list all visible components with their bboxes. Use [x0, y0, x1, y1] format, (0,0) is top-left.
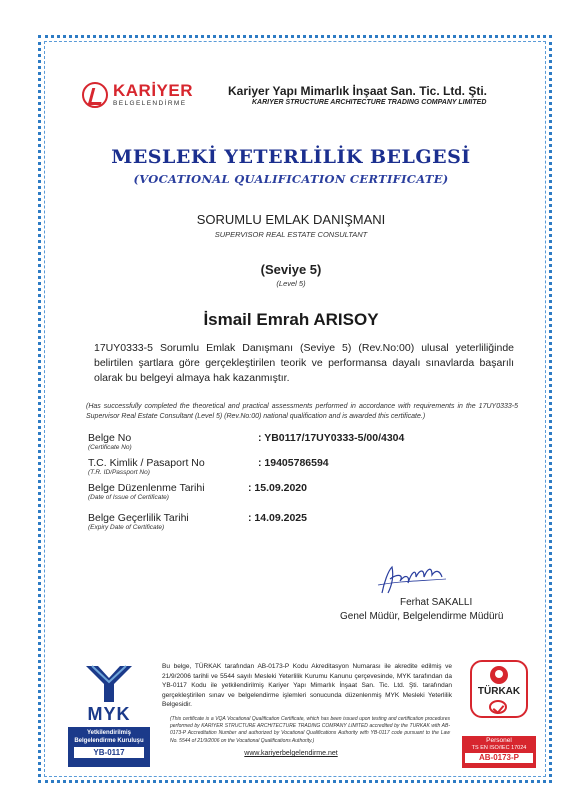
- certificate-title-en: (VOCATIONAL QUALIFICATION CERTIFICATE): [133, 172, 449, 186]
- website-link-text[interactable]: www.kariyerbelgelendirme.net: [244, 750, 338, 757]
- qualification-name-en: SUPERVISOR REAL ESTATE CONSULTANT: [214, 230, 368, 239]
- statement-text: 17UY0333-5 Sorumlu Emlak Danışmanı (Seviye 5) (Rev.No:00) ulusal yeterliliğinde belirtilen şartlara göre gerçekleştirilen teorik ve performansa dayalı sınavlarda başarılı olarak bu belgeyi almaya hak kazanmıştır.: [94, 342, 514, 384]
- signatory-title: Genel Müdür, Belgelendirme Müdürü: [340, 611, 504, 622]
- myk-accreditation-box: [68, 727, 150, 767]
- company-name-en: KARIYER STRUCTURE ARCHITECTURE TRADING COMPANY LIMITED: [252, 99, 487, 106]
- turkak-line2: TS EN ISO/IEC 17024: [471, 745, 527, 751]
- detail-label-en: (Certificate No): [88, 444, 132, 451]
- turkak-crescent-icon: [490, 666, 508, 684]
- kariyer-logo-icon: [82, 82, 108, 108]
- detail-value: : 14.09.2025: [248, 512, 307, 524]
- signature-image: [370, 563, 450, 597]
- detail-row-certificate-no: [88, 432, 508, 457]
- myk-line1: Yetkilendirilmiş: [86, 730, 132, 736]
- kariyer-logo: [82, 82, 212, 112]
- detail-label-en: (Date of Issue of Certificate): [88, 494, 169, 501]
- detail-value: : 19405786594: [258, 457, 329, 469]
- myk-line2: Belgelendirme Kuruluşu: [74, 738, 144, 744]
- company-name: Kariyer Yapı Mimarlık İnşaat San. Tic. Ltd. Şti.: [228, 84, 487, 98]
- footer-legal-text-en: (This certificate is a VQA Vocational Qualification Certificate, which has been issued upon testing and certification procedures performed by KARIYER STRUCTURE ARCHITECTURE TRADING COMPANY LIMITED accredited by the TURKAK with AB-0173-P Accreditation Number and authorized by Vocational Qualifications Authority with YB-0117 code pursuant to the Law No. 5544 of 21/9/2006 on the Vocational Qualifications Authority.): [170, 716, 450, 744]
- detail-label-en: (Expiry Date of Certificate): [88, 524, 165, 531]
- detail-label-en: (T.R. ID/Passport No): [88, 469, 150, 476]
- detail-row-expiry-date: [88, 512, 508, 537]
- qualification-name: SORUMLU EMLAK DANIŞMANI: [196, 212, 386, 227]
- turkak-logo: [458, 660, 538, 770]
- qualification-level-en: (Level 5): [276, 279, 306, 288]
- detail-value: : 15.09.2020: [248, 482, 307, 494]
- turkak-line1: Personel: [486, 737, 512, 744]
- logo-subtitle: BELGELENDİRME: [113, 100, 187, 107]
- certificate-title: MESLEKİ YETERLİLİK BELGESİ: [111, 146, 471, 168]
- detail-value: : YB0117/17UY0333-5/00/4304: [258, 432, 405, 444]
- certificate-details: [88, 432, 508, 537]
- turkak-code: AB-0173-P: [465, 753, 533, 763]
- detail-row-id-no: [88, 457, 508, 482]
- detail-label: T.C. Kimlik / Pasaport No: [88, 457, 205, 469]
- footer-legal-text: Bu belge, TÜRKAK tarafından AB-0173-P Kodu Akreditasyon Numarası ile akredite edilmiş ve 21/9/2006 tarihli ve 5544 sayılı Mesleki Yeterlilik Kurumu Kanunu çerçevesinde, MYK tarafından da YB-0117 Kodu ile yetkilendirilmiş Kariyer Yapı Mimarlık İnşaat San. Tic. Ltd. Şti. tarafından gerçekleştirilen sınav ve belgelendirme işlemleri sonucunda düzenlenmiş MYK Mesleki Yeterlilik Belgesidir.: [162, 663, 452, 708]
- turkak-accreditation-box: [462, 736, 536, 768]
- myk-emblem-icon: [82, 664, 136, 704]
- qualification-level: (Seviye 5): [260, 262, 322, 277]
- signatory-name: Ferhat SAKALLI: [400, 597, 473, 608]
- statement-text-en: (Has successfully completed the theoretical and practical assessments performed in accordance with requirements in the 17UY0333-5 Supervisor Real Estate Consultant (Level 5) (Rev.No:00) national qualification and is awarded this certificate.): [86, 403, 518, 420]
- detail-label: Belge Geçerlilik Tarihi: [88, 512, 189, 524]
- myk-code: YB-0117: [74, 747, 144, 758]
- detail-label: Belge No: [88, 432, 132, 444]
- detail-row-issue-date: [88, 482, 508, 512]
- holder-name: İsmail Emrah ARISOY: [203, 310, 379, 329]
- turkak-name: TÜRKAK: [477, 686, 521, 697]
- turkak-check-icon: [489, 700, 507, 714]
- myk-name: MYK: [87, 704, 131, 724]
- logo-name: KARİYER: [113, 81, 194, 100]
- turkak-badge: [470, 660, 528, 718]
- detail-label: Belge Düzenlenme Tarihi: [88, 482, 205, 494]
